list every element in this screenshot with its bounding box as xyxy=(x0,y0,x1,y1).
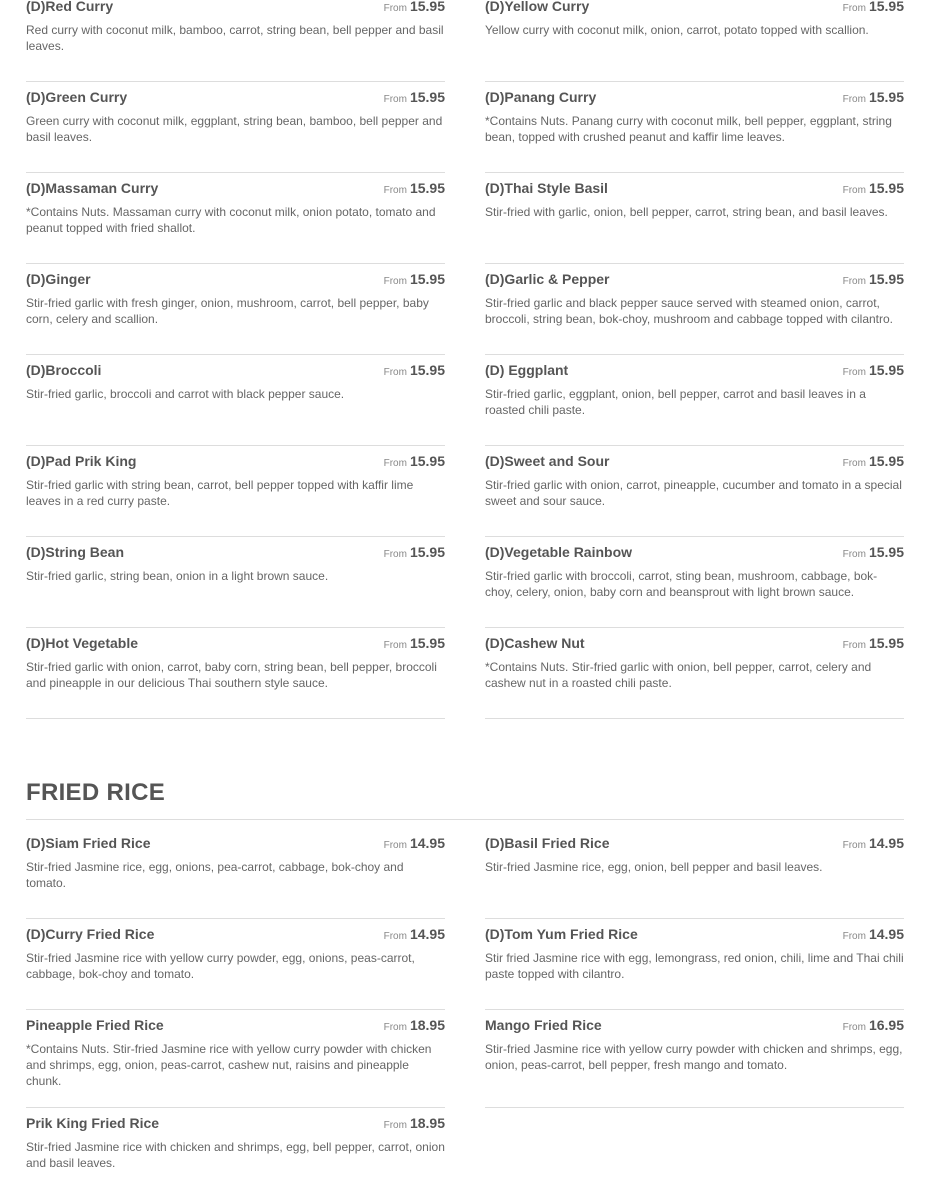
menu-item-header xyxy=(485,926,904,946)
menu-item-price: 15.95 xyxy=(868,635,904,651)
menu-item-header xyxy=(26,835,445,855)
price-from-label: From xyxy=(842,458,866,469)
menu-item[interactable] xyxy=(485,355,904,446)
menu-item-description: *Contains Nuts. Stir-fried garlic with onion, bell pepper, carrot, celery and cashew nut in a roasted chili paste. xyxy=(485,660,872,690)
menu-item-price-group xyxy=(384,0,445,16)
menu-item-name: (D)Ginger xyxy=(26,271,91,287)
menu-item[interactable] xyxy=(26,828,445,919)
menu-item-price-group xyxy=(384,1017,445,1035)
menu-item-price-group xyxy=(843,544,904,562)
menu-item[interactable] xyxy=(485,446,904,537)
menu-item-header xyxy=(26,89,445,109)
menu-item-name: (D)Basil Fried Rice xyxy=(485,835,610,851)
menu-item-price: 18.95 xyxy=(409,1017,445,1033)
menu-item-price-group xyxy=(384,271,445,289)
menu-item-price-group xyxy=(843,635,904,653)
menu-item-header xyxy=(26,635,445,655)
menu-item[interactable] xyxy=(485,828,904,919)
menu-item-description: Stir-fried Jasmine rice, egg, onions, pea-carrot, cabbage, bok-choy and tomato. xyxy=(26,860,404,890)
menu-item-name: (D)Broccoli xyxy=(26,362,102,378)
menu-item-name: (D)Red Curry xyxy=(26,0,114,14)
price-from-label: From xyxy=(842,3,866,14)
menu-item-name: (D)Panang Curry xyxy=(485,89,597,105)
menu-item-name: (D)Green Curry xyxy=(26,89,128,105)
menu-item-description: Stir-fried Jasmine rice with yellow curry powder, egg, onions, peas-carrot, cabbage, bok-choy and tomato. xyxy=(26,951,415,981)
price-from-label: From xyxy=(383,367,407,378)
menu-item-header xyxy=(485,271,904,291)
menu-item-price: 15.95 xyxy=(868,544,904,560)
menu-item-header xyxy=(485,1017,904,1037)
menu-item-price-group xyxy=(843,1017,904,1035)
menu-item-header xyxy=(26,453,445,473)
menu-item-description: Stir-fried garlic, eggplant, onion, bell pepper, carrot and basil leaves in a roasted chili paste. xyxy=(485,387,866,417)
menu-item[interactable] xyxy=(485,628,904,719)
menu-item-price: 15.95 xyxy=(409,271,445,287)
menu-item[interactable] xyxy=(485,173,904,264)
menu-item-description: Stir-fried Jasmine rice, egg, onion, bell pepper and basil leaves. xyxy=(485,860,823,874)
menu-item-price-group xyxy=(843,271,904,289)
menu-item[interactable] xyxy=(26,0,445,82)
menu-item-description: Stir-fried garlic with fresh ginger, onion, mushroom, carrot, bell pepper, baby corn, celery and scallion. xyxy=(26,296,429,326)
menu-item[interactable] xyxy=(485,82,904,173)
fried-rice-grid xyxy=(26,828,930,1199)
menu-item[interactable] xyxy=(26,919,445,1010)
menu-item[interactable] xyxy=(485,1010,904,1108)
menu-item-description: Stir-fried garlic with string bean, carrot, bell pepper topped with kaffir lime leaves in a red curry paste. xyxy=(26,478,414,508)
price-from-label: From xyxy=(842,640,866,651)
menu-item-price-group xyxy=(384,635,445,653)
price-from-label: From xyxy=(383,458,407,469)
menu-item-name: Pineapple Fried Rice xyxy=(26,1017,164,1033)
menu-item-name: (D)String Bean xyxy=(26,544,124,560)
menu-item-price: 14.95 xyxy=(868,835,904,851)
menu-item[interactable] xyxy=(26,537,445,628)
menu-item-name: (D)Cashew Nut xyxy=(485,635,585,651)
menu-item[interactable] xyxy=(26,264,445,355)
menu-item-price-group xyxy=(384,1115,445,1133)
menu-item-price: 15.95 xyxy=(868,89,904,105)
menu-item-name: (D)Pad Prik King xyxy=(26,453,137,469)
menu-item-header xyxy=(485,0,904,18)
menu-item-header xyxy=(26,271,445,291)
menu-item-price-group xyxy=(843,89,904,107)
price-from-label: From xyxy=(842,94,866,105)
price-from-label: From xyxy=(383,185,407,196)
menu-item-name: (D)Siam Fried Rice xyxy=(26,835,151,851)
menu-item-price-group xyxy=(843,180,904,198)
menu-item-name: (D)Hot Vegetable xyxy=(26,635,139,651)
price-from-label: From xyxy=(842,367,866,378)
menu-item-description: Red curry with coconut milk, bamboo, carrot, string bean, bell pepper and basil leaves. xyxy=(26,23,444,53)
menu-item-name: (D)Tom Yum Fried Rice xyxy=(485,926,638,942)
menu-item-name: (D)Vegetable Rainbow xyxy=(485,544,633,560)
menu-item-price-group xyxy=(384,180,445,198)
price-from-label: From xyxy=(842,185,866,196)
menu-item-description: Stir-fried with garlic, onion, bell pepper, carrot, string bean, and basil leaves. xyxy=(485,205,888,219)
menu-item-price: 15.95 xyxy=(868,0,904,14)
price-from-label: From xyxy=(383,931,407,942)
menu-item-price-group xyxy=(384,926,445,944)
price-from-label: From xyxy=(383,94,407,105)
menu-item-description: Stir-fried garlic with onion, carrot, baby corn, string bean, bell pepper, broccoli and pineapple in our delicious Thai southern style sauce. xyxy=(26,660,437,690)
menu-item-description: *Contains Nuts. Massaman curry with coconut milk, onion potato, tomato and peanut topped with fried shallot. xyxy=(26,205,436,235)
menu-item-price: 15.95 xyxy=(868,271,904,287)
price-from-label: From xyxy=(383,840,407,851)
menu-item-price-group xyxy=(384,362,445,380)
menu-item-name: Prik King Fried Rice xyxy=(26,1115,160,1131)
menu-item-description: Stir-fried garlic, string bean, onion in a light brown sauce. xyxy=(26,569,329,583)
section-title-fried-rice: FRIED RICE xyxy=(26,779,904,820)
price-from-label: From xyxy=(842,1022,866,1033)
menu-item-price: 15.95 xyxy=(868,362,904,378)
menu-item-name: (D)Massaman Curry xyxy=(26,180,159,196)
menu-item-price-group xyxy=(843,926,904,944)
menu-item-description: Stir-fried garlic with broccoli, carrot, sting bean, mushroom, cabbage, bok-choy, celery, onion, baby corn and beansprout with light brown sauce. xyxy=(485,569,878,599)
menu-item-name: Mango Fried Rice xyxy=(485,1017,602,1033)
menu-item[interactable] xyxy=(485,919,904,1010)
menu-item-name: (D) Eggplant xyxy=(485,362,569,378)
menu-item-description: Stir fried Jasmine rice with egg, lemongrass, red onion, chili, lime and Thai chili paste topped with cilantro. xyxy=(485,951,904,981)
menu-item-description: Stir-fried garlic with onion, carrot, pineapple, cucumber and tomato in a special sweet and sour sauce. xyxy=(485,478,902,508)
menu-item-price: 15.95 xyxy=(868,180,904,196)
price-from-label: From xyxy=(842,549,866,560)
menu-item[interactable] xyxy=(26,82,445,173)
menu-item-price: 14.95 xyxy=(409,926,445,942)
menu-item-name: (D)Curry Fried Rice xyxy=(26,926,155,942)
menu-item-price: 15.95 xyxy=(409,544,445,560)
menu-item-price: 16.95 xyxy=(868,1017,904,1033)
menu-item-price: 15.95 xyxy=(409,89,445,105)
menu-item-price-group xyxy=(843,362,904,380)
menu-item[interactable] xyxy=(26,628,445,719)
menu-item-price-group xyxy=(843,835,904,853)
price-from-label: From xyxy=(383,276,407,287)
menu-item-header xyxy=(26,544,445,564)
menu-item-price: 18.95 xyxy=(409,1115,445,1131)
menu-item-price-group xyxy=(843,0,904,16)
menu-item[interactable] xyxy=(26,355,445,446)
menu-item[interactable] xyxy=(26,173,445,264)
menu-item-price: 15.95 xyxy=(409,362,445,378)
menu-item-price: 15.95 xyxy=(409,635,445,651)
menu-item-header xyxy=(485,635,904,655)
menu-item-header xyxy=(485,180,904,200)
price-from-label: From xyxy=(383,640,407,651)
menu-item-price: 15.95 xyxy=(409,453,445,469)
menu-item-price: 15.95 xyxy=(868,453,904,469)
curries-grid xyxy=(26,0,930,719)
menu-item[interactable] xyxy=(26,446,445,537)
menu-item-header xyxy=(26,1115,445,1135)
menu-item-header xyxy=(485,544,904,564)
price-from-label: From xyxy=(383,1022,407,1033)
menu-item-header xyxy=(26,180,445,200)
menu-item-header xyxy=(26,926,445,946)
menu-item[interactable] xyxy=(26,1108,445,1199)
menu-item[interactable] xyxy=(26,1010,445,1108)
menu-item-description: *Contains Nuts. Stir-fried Jasmine rice with yellow curry powder with chicken and shrimps, egg, onion, peas-carrot, cashew nut, raisins and pineapple chunk. xyxy=(26,1042,432,1088)
menu-item-header xyxy=(485,89,904,109)
menu-item[interactable] xyxy=(485,264,904,355)
menu-item-name: (D)Sweet and Sour xyxy=(485,453,610,469)
menu-item-name: (D)Garlic & Pepper xyxy=(485,271,610,287)
price-from-label: From xyxy=(842,840,866,851)
menu-item-price-group xyxy=(384,544,445,562)
menu-item-description: Stir-fried garlic and black pepper sauce served with steamed onion, carrot, broccoli, string bean, bok-choy, mushroom and cabbage topped with cilantro. xyxy=(485,296,894,326)
price-from-label: From xyxy=(383,549,407,560)
menu-item-name: (D)Thai Style Basil xyxy=(485,180,608,196)
menu-item-price: 14.95 xyxy=(409,835,445,851)
menu-item-price-group xyxy=(384,835,445,853)
menu-item-price-group xyxy=(384,453,445,471)
menu-item-name: (D)Yellow Curry xyxy=(485,0,590,14)
menu-item-description: Stir-fried garlic, broccoli and carrot with black pepper sauce. xyxy=(26,387,345,401)
menu-item-price: 15.95 xyxy=(409,0,445,14)
menu-item-header xyxy=(485,835,904,855)
menu-item-description: Stir-fried Jasmine rice with yellow curry powder with chicken and shrimps, egg, onion, peas-carrot, bell pepper, fresh mango and tomato. xyxy=(485,1042,903,1072)
menu-item-price: 14.95 xyxy=(868,926,904,942)
price-from-label: From xyxy=(383,1120,407,1131)
menu-item[interactable] xyxy=(485,537,904,628)
menu-item-description: Green curry with coconut milk, eggplant, string bean, bamboo, bell pepper and basil leaves. xyxy=(26,114,443,144)
menu-item-price-group xyxy=(384,89,445,107)
menu-item-header xyxy=(485,362,904,382)
menu-item-description: *Contains Nuts. Panang curry with coconut milk, bell pepper, eggplant, string bean, topped with crushed peanut and kaffir lime leaves. xyxy=(485,114,892,144)
menu-item-price-group xyxy=(843,453,904,471)
menu-item[interactable] xyxy=(485,0,904,82)
menu-item-header xyxy=(26,362,445,382)
menu-item-header xyxy=(485,453,904,473)
menu-item-description: Yellow curry with coconut milk, onion, carrot, potato topped with scallion. xyxy=(485,23,869,37)
menu-item-header xyxy=(26,0,445,18)
menu-item-price: 15.95 xyxy=(409,180,445,196)
price-from-label: From xyxy=(383,3,407,14)
menu-item-header xyxy=(26,1017,445,1037)
price-from-label: From xyxy=(842,276,866,287)
price-from-label: From xyxy=(842,931,866,942)
menu-item-description: Stir-fried Jasmine rice with chicken and shrimps, egg, bell pepper, carrot, onion and basil leaves. xyxy=(26,1140,445,1170)
